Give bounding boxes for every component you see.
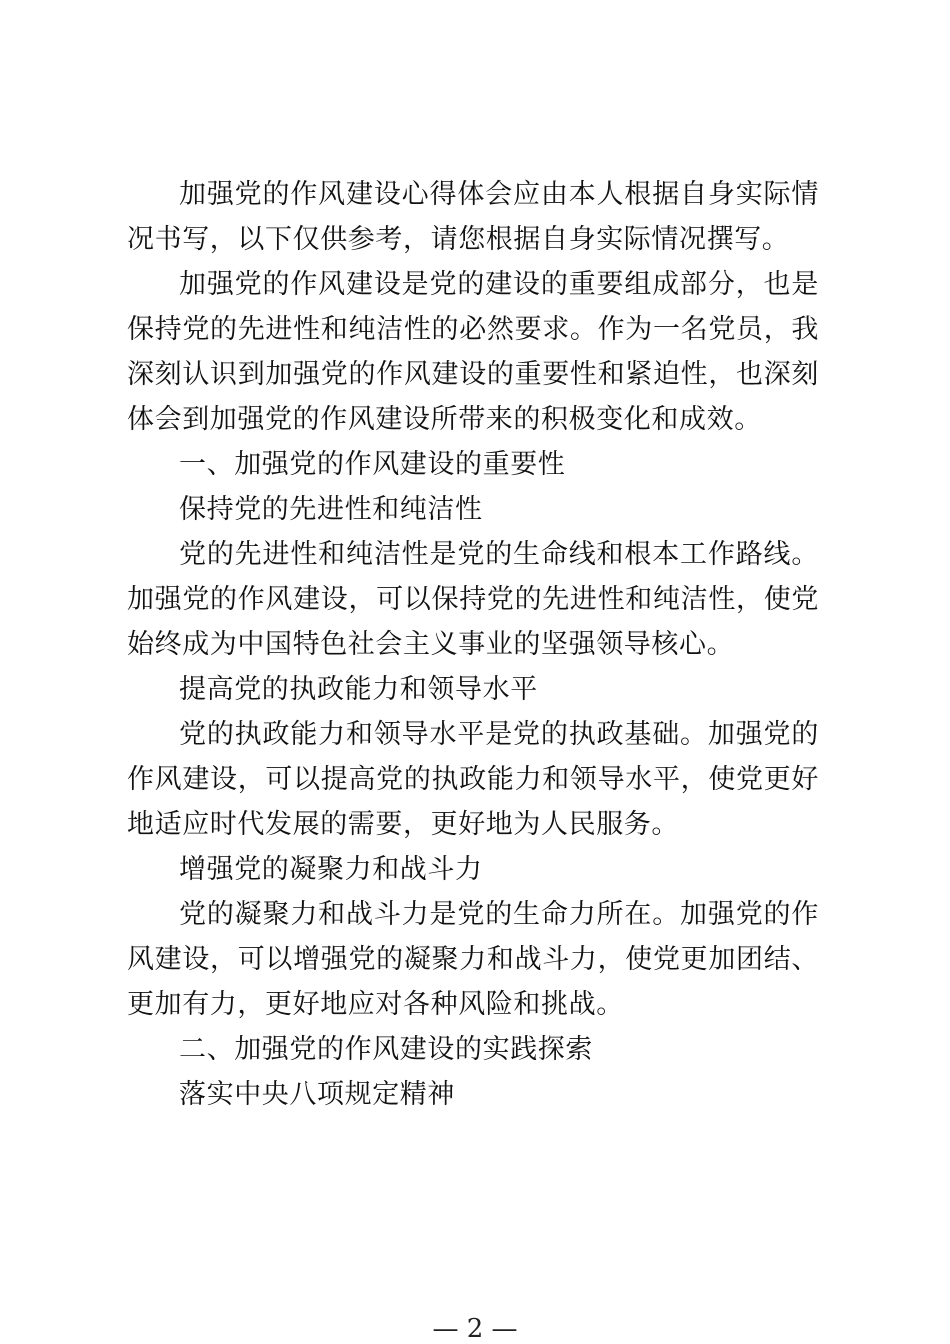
subheading-advancement: 保持党的先进性和纯洁性 bbox=[179, 494, 483, 525]
section-heading-2: 二、加强党的作风建设的实践探索 bbox=[179, 1034, 593, 1065]
subheading-eight-rules: 落实中央八项规定精神 bbox=[179, 1079, 455, 1110]
page-number: — 2 — bbox=[432, 1314, 518, 1344]
intro-note-paragraph: 加强党的作风建设心得体会应由本人根据自身实际情况书写，以下仅供参考，请您根据自身实际情况撰写。 bbox=[127, 179, 819, 255]
subheading-cohesion: 增强党的凝聚力和战斗力 bbox=[179, 854, 483, 885]
document-body bbox=[127, 172, 819, 1117]
body-paragraph-cohesion: 党的凝聚力和战斗力是党的生命力所在。加强党的作风建设，可以增强党的凝聚力和战斗力，使党更加团结、更加有力，更好地应对各种风险和挑战。 bbox=[127, 899, 819, 1020]
section-heading-1: 一、加强党的作风建设的重要性 bbox=[179, 449, 566, 480]
body-paragraph-governance: 党的执政能力和领导水平是党的执政基础。加强党的作风建设，可以提高党的执政能力和领导水平，使党更好地适应时代发展的需要，更好地为人民服务。 bbox=[127, 719, 819, 840]
opening-paragraph: 加强党的作风建设是党的建设的重要组成部分，也是保持党的先进性和纯洁性的必然要求。作为一名党员，我深刻认识到加强党的作风建设的重要性和紧迫性，也深刻体会到加强党的作风建设所带来的积极变化和成效。 bbox=[127, 269, 819, 435]
body-paragraph-advancement: 党的先进性和纯洁性是党的生命线和根本工作路线。加强党的作风建设，可以保持党的先进性和纯洁性，使党始终成为中国特色社会主义事业的坚强领导核心。 bbox=[127, 539, 819, 660]
subheading-governance: 提高党的执政能力和领导水平 bbox=[179, 674, 538, 705]
